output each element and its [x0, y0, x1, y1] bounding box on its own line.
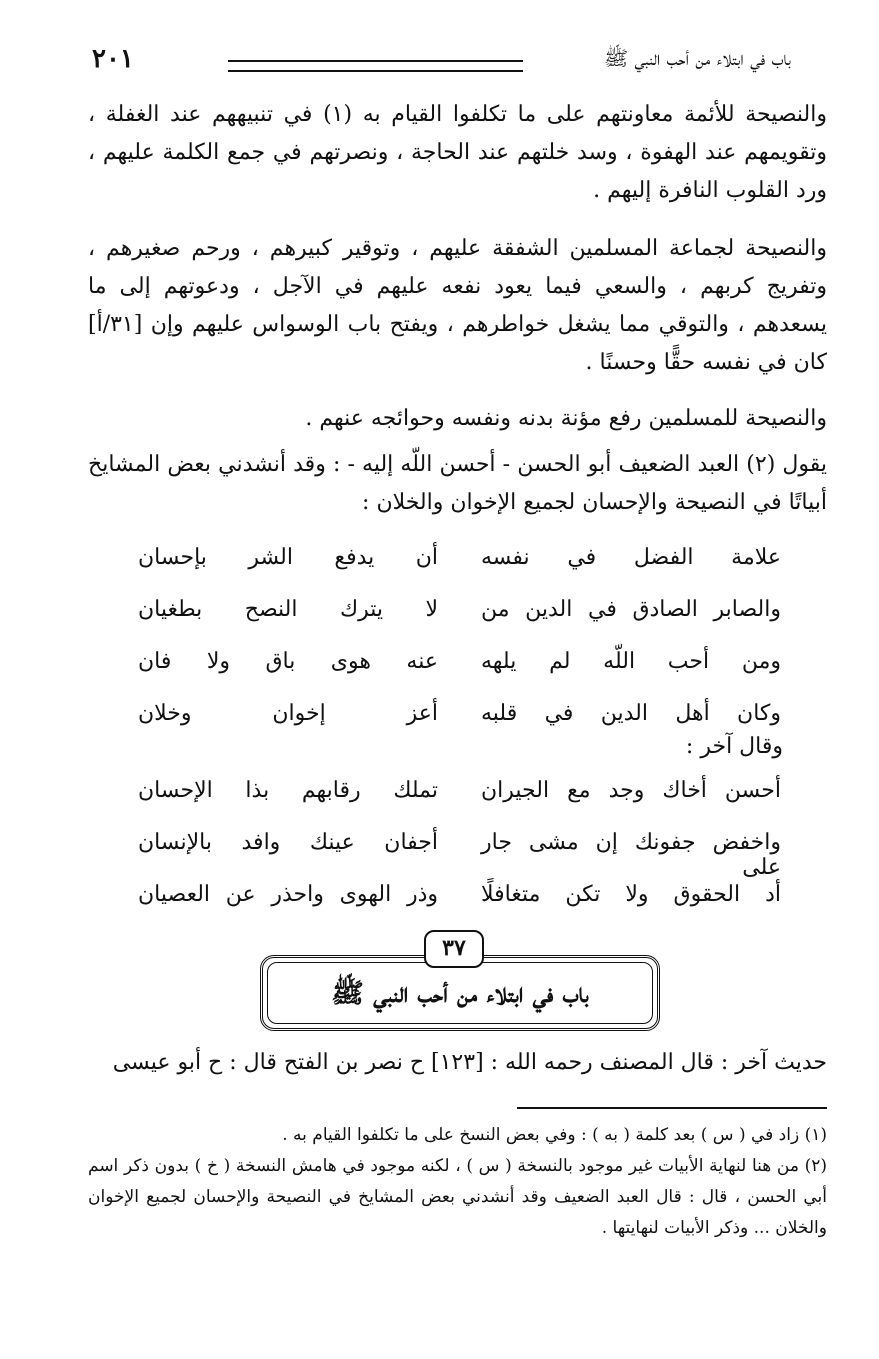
paragraph-community	[88, 230, 827, 382]
verse	[88, 545, 791, 597]
verse	[88, 830, 791, 882]
verse-second-hemistich: تملك رقابهم بذا الإحسان	[138, 778, 438, 803]
chapter-title: باب في ابتلاء من أحب النبي ﷺ	[331, 978, 589, 1009]
running-title: باب في ابتلاء من أحب النبي ﷺ	[603, 46, 791, 70]
footnote-separator	[517, 1107, 827, 1109]
verse-second-hemistich: عنه هوى باق ولا فان	[138, 649, 438, 674]
paragraph-text: والنصيحة للمسلمين رفع مؤنة بدنه ونفسه وحوائجه عنهم .	[305, 406, 827, 431]
verse-first-hemistich: واخفض جفونك إن مشى جار على	[481, 830, 781, 880]
verse-second-hemistich: وذر الهوى واحذر عن العصيان	[138, 882, 438, 907]
paragraph-imams	[88, 96, 827, 210]
footnote: (١) زاد في ( س ) بعد كلمة ( به ) : وفي بعض النسخ على ما تكلفوا القيام به .	[282, 1125, 827, 1145]
paragraph-text: والنصيحة للأئمة معاونتهم على ما تكلفوا القيام به (١) في تنبيههم عند الغفلة ، وتقويمهم عند الهفوة ، وسد خلتهم عند الحاجة ، ونصرتهم في جمع الكلمة عليهم ، ورد القلوب النافرة إليهم .	[88, 102, 827, 203]
verse-second-hemistich: أن يدفع الشر بإحسان	[138, 545, 438, 570]
verse-first-hemistich: علامة الفضل في نفسه	[481, 545, 781, 570]
paragraph-text: حديث آخر : قال المصنف رحمه الله : [١٢٣] ح نصر بن الفتح قال : ح أبو عيسى	[112, 1050, 827, 1075]
verse	[88, 882, 791, 934]
hadith-line	[88, 1044, 827, 1082]
paragraph-author	[88, 446, 827, 522]
verse-first-hemistich: والصابر الصادق في الدين من	[481, 597, 781, 622]
poem-first	[88, 545, 791, 753]
verse	[88, 597, 791, 649]
verse-second-hemistich: أعز إخوان وخلان	[138, 701, 438, 726]
another-poet-label: وقال آخر :	[685, 734, 783, 759]
verse-first-hemistich: وكان أهل الدين في قلبه	[481, 701, 781, 726]
paragraph-muslims	[88, 400, 827, 438]
paragraph-text: يقول (٢) العبد الضعيف أبو الحسن - أحسن اللّه إليه - : وقد أنشدني بعض المشايخ أبياتًا في النصيحة والإحسان لجميع الإخوان والخلان :	[88, 452, 828, 515]
poem-second	[88, 778, 791, 934]
page-number: ٢٠١	[92, 44, 134, 74]
header-rule	[228, 60, 523, 72]
verse-first-hemistich: أد الحقوق ولا تكن متغافلًا	[481, 882, 781, 907]
verse	[88, 778, 791, 830]
verse	[88, 649, 791, 701]
verse-second-hemistich: لا يترك النصح بطغيان	[138, 597, 438, 622]
footnote: (٢) من هنا لنهاية الأبيات غير موجود بالنسخة ( س ) ، لكنه موجود في هامش النسخة ( خ ) بدون ذكر اسم أبي الحسن ، قال : قال العبد الضعيف وقد أنشدني بعض المشايخ في النصيحة والإحسان لجميع الإخوان والخلان ... وذكر الأبيات لنهايتها .	[88, 1156, 827, 1238]
paragraph-text: والنصيحة لجماعة المسلمين الشفقة عليهم ، وتوقير كبيرهم ، ورحم صغيرهم ، وتفريج كربهم ، والسعي فيما يعود نفعه عليهم في الآجل ، ودعوتهم إلى ما يسعدهم ، والتوقي مما يشغل خواطرهم ، ويفتح باب الوسواس عليهم وإن [٣١/أ] كان في نفسه حقًّا وحسنًا .	[88, 236, 827, 375]
running-header	[88, 44, 791, 84]
verse-first-hemistich: ومن أحب اللّه لم يلهه	[481, 649, 781, 674]
verse-second-hemistich: أجفان عينك وافد بالإنسان	[138, 830, 438, 855]
verse-first-hemistich: أحسن أخاك وجد مع الجيران	[481, 778, 781, 803]
chapter-number: ٣٧	[424, 930, 484, 968]
footnotes	[88, 1120, 827, 1244]
